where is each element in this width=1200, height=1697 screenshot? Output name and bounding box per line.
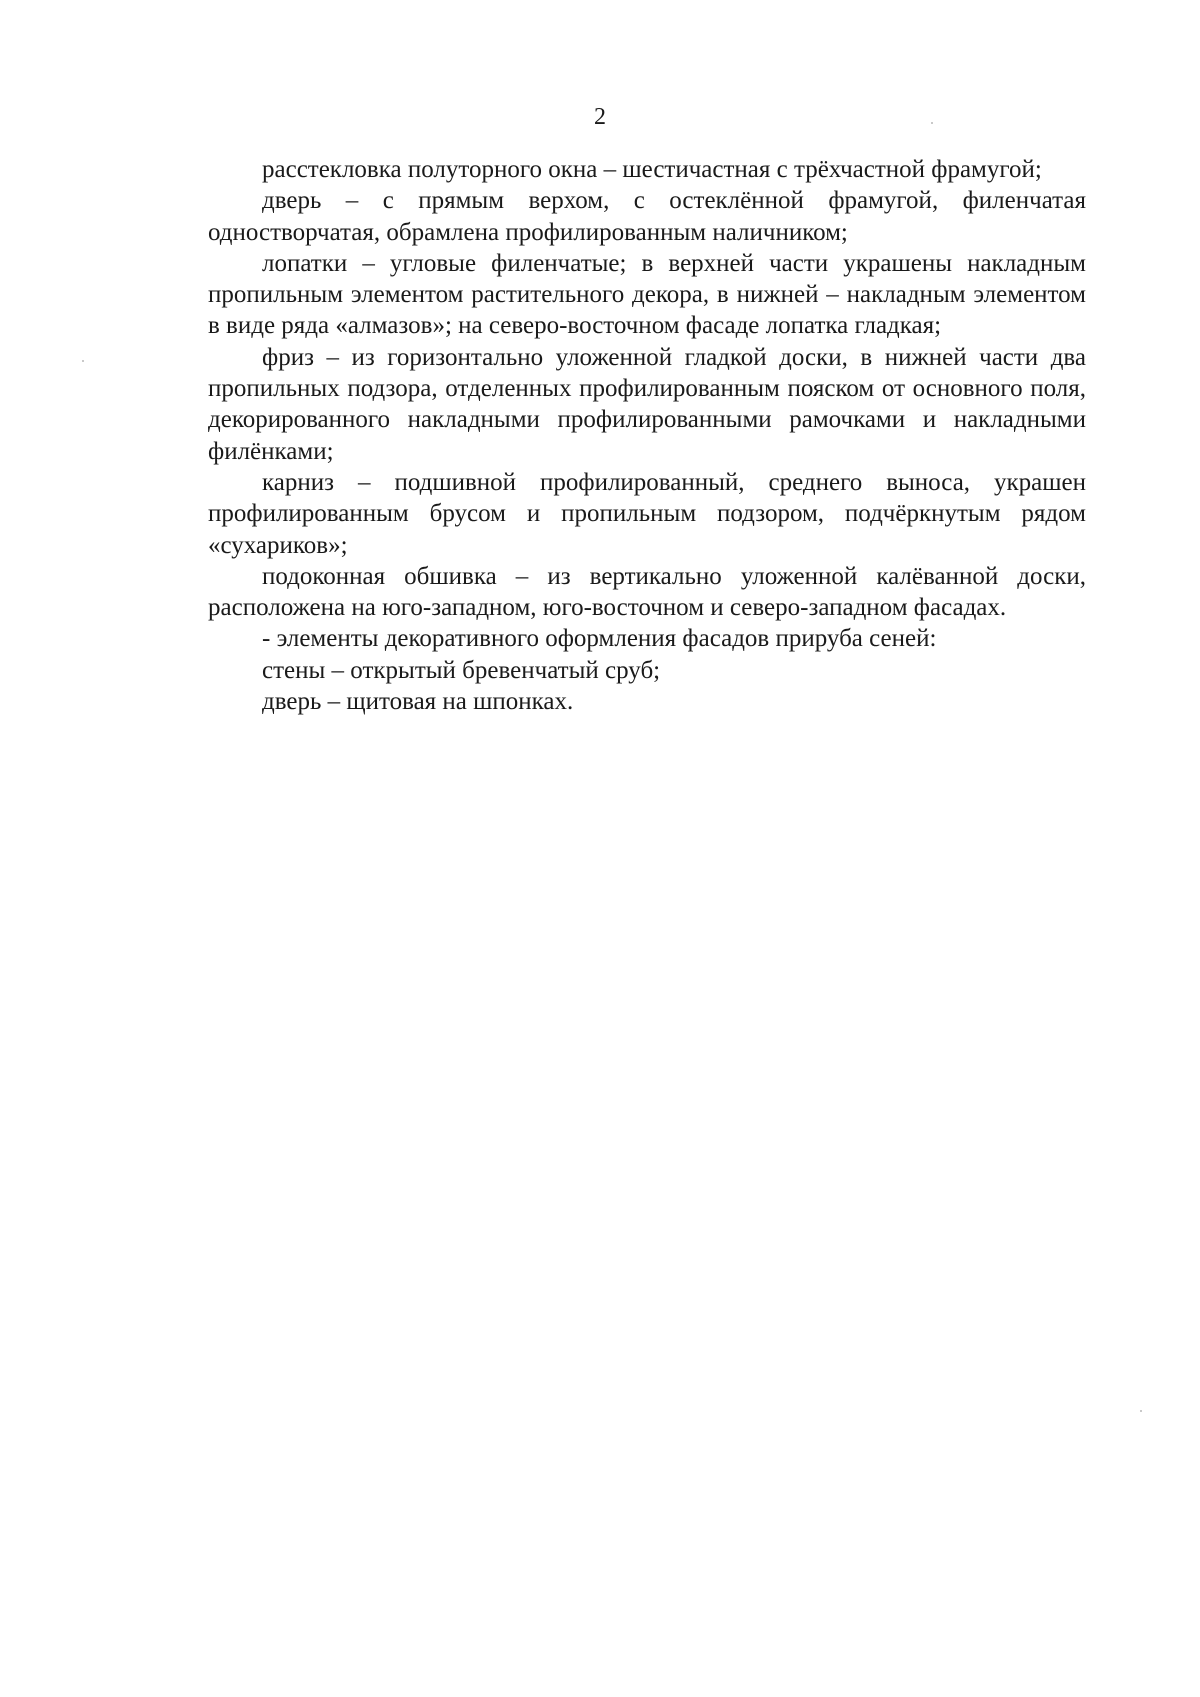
page-number: 2 [594,104,606,130]
paragraph-window-cladding: подоконная обшивка – из вертикально уложенной калёванной доски, расположена на юго-западном, юго-восточном и северо-западном фасадах. [208,562,1086,622]
paragraph-door: дверь – с прямым верхом, с остеклённой фрамугой, филенчатая одностворчатая, обрамлена профилированным наличником; [208,187,1086,246]
body-text [208,154,1086,717]
paragraph-window-glazing: расстекловка полуторного окна – шестичастная с трёхчастной фрамугой; [262,156,1042,183]
scan-speck [1140,1410,1142,1412]
scan-speck [82,360,84,362]
paragraph-frieze: фриз – из горизонтально уложенной гладкой доски, в нижней части два пропильных подзора, отделенных профилированным пояском от основного поля, декорированного накладными профилированными рамочками и накладными филёнками; [208,343,1086,465]
scan-speck [931,122,933,124]
paragraph-pilasters: лопатки – угловые филенчатые; в верхней части украшены накладным пропильным элементом растительного декора, в нижней – накладным элементом в виде ряда «алмазов»; на северо-восточном фасаде лопатка гладкая; [208,249,1086,340]
paragraph-cornice: карниз – подшивной профилированный, среднего выноса, украшен профилированным брусом и пропильным подзором, подчёркнутым рядом «сухариков»; [208,468,1086,559]
paragraph-annex-decor: - элементы декоративного оформления фасадов прируба сеней: [262,625,937,653]
paragraph-walls: стены – открытый бревенчатый сруб; [262,656,661,684]
paragraph-annex-door: дверь – щитовая на шпонках. [262,688,574,716]
